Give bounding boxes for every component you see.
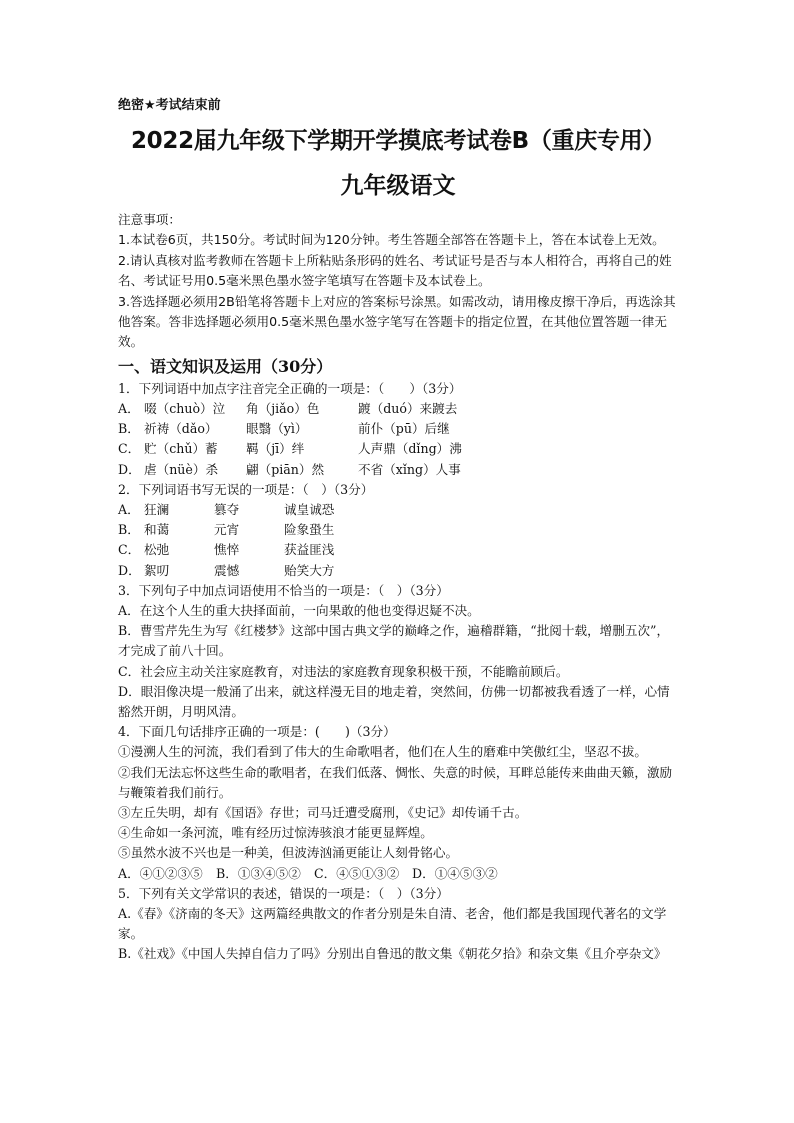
note-item: 3.答选择题必须用2B铅笔将答题卡上对应的答案标号涂黑。如需改动，请用橡皮擦干净后，再选涂其他答案。答非选择题必须用0.5毫米黑色墨水签字笔写在答题卡的指定位置，在其他位置答题一律无效。 — [118, 293, 676, 350]
notes-heading: 注意事项： — [118, 212, 181, 227]
question-4-sentence: ①漫溯人生的河流，我们看到了伟大的生命歌唱者，他们在人生的磨难中笑傲红尘，坚忍不拔。 — [118, 744, 647, 760]
option-letter: B． — [118, 421, 140, 437]
option-letter: A． — [118, 401, 140, 417]
question-3-option-c: C．社会应主动关注家庭教育，对违法的家庭教育现象积极干预，不能瞻前顾后。 — [118, 663, 569, 679]
question-4-stem: 4．下面几句话排序正确的一项是：( )（3分） — [118, 724, 396, 740]
option-word: 前仆（pū）后继 — [358, 421, 450, 437]
option-word: 眼翳（yì） — [246, 421, 308, 437]
question-4-option-d: D．①④⑤③② — [412, 865, 498, 881]
option-word: 贻笑大方 — [284, 562, 335, 578]
question-3-option-b: B．曹雪芹先生为写《红楼梦》这部中国古典文学的巅峰之作，遍稽群籍，“批阅十载，增删五次”，才完成了前八十回。 — [118, 623, 670, 659]
note-item: 2.请认真核对监考教师在答题卡上所粘贴条形码的姓名、考试证号是否与本人相符合，再将自己的姓名、考试证号用0.5毫米黑色墨水签字笔填写在答题卡及本试卷上。 — [118, 252, 672, 289]
option-word: 诚皇诚恐 — [284, 502, 335, 517]
option-word: 角（jiǎo）色 — [246, 401, 320, 417]
option-word: 和蔼 — [144, 522, 170, 538]
option-word: 啜（chuò）泣 — [144, 401, 226, 417]
question-1-option-c — [118, 439, 678, 459]
option-word: 翩（piān）然 — [246, 461, 325, 477]
question-3-option-d: D．眼泪像决堤一般涌了出来，就这样漫无目的地走着，突然间，仿佛一切都被我看透了一样，心情豁然开朗，月明风清。 — [118, 683, 670, 719]
note-item: 1.本试卷6页，共150分。考试时间为120分钟。考生答题全部答在答题卡上，答在本试卷上无效。 — [118, 232, 665, 248]
option-letter: C． — [118, 542, 141, 558]
exam-title: 2022届九年级下学期开学摸底考试卷B（重庆专用） — [130, 128, 666, 154]
option-word: 憔悴 — [214, 542, 240, 558]
option-letter: D． — [118, 461, 141, 477]
question-1-option-a — [118, 399, 678, 419]
option-word: 人声鼎（dǐng）沸 — [358, 441, 462, 457]
option-word: 篡夺 — [214, 502, 240, 517]
option-word: 获益匪浅 — [284, 542, 335, 558]
option-word: 虐（nüè）杀 — [144, 461, 219, 477]
exam-page — [118, 92, 678, 965]
question-4-sentence: ②我们无法忘怀这些生命的歌唱者，在我们低落、惆怅、失意的时候，耳畔总能传来曲曲天籁，激励与鞭策着我们前行。 — [118, 764, 673, 800]
notes-block — [118, 210, 678, 353]
question-3-stem: 3．下列句子中加点词语使用不恰当的一项是：（ ）（3分） — [118, 582, 449, 598]
option-word: 震憾 — [214, 562, 240, 578]
option-letter: C． — [118, 441, 141, 457]
option-word: 狂澜 — [144, 502, 170, 517]
question-5-option-b: B.《社戏》《中国人失掉自信力了吗》分别出自鲁迅的散文集《朝花夕拾》和杂文集《且介亭杂文》 — [118, 946, 667, 962]
option-word: 贮（chǔ）蓄 — [144, 441, 218, 457]
question-4-sentence: ③左丘失明，却有《国语》存世；司马迁遭受腐刑，《史记》却传诵千古。 — [118, 804, 528, 820]
question-4-option-a: A．④①②③⑤ — [118, 865, 203, 881]
question-4-option-c: C．④⑤①③② — [314, 865, 400, 881]
section-heading: 一、语文知识及运用（30分） — [118, 356, 333, 376]
option-word: 元宵 — [214, 522, 240, 538]
question-4-sentence: ⑤虽然水波不兴也是一种美，但波涛汹涌更能让人刻骨铭心。 — [118, 845, 459, 861]
option-letter: B． — [118, 522, 140, 538]
question-2-stem: 2．下列词语书写无误的一项是：（ ）（3分） — [118, 481, 374, 497]
question-2-option-b — [118, 520, 678, 540]
option-word: 羁（jī）绊 — [246, 441, 305, 457]
question-1-stem: 1．下列词语中加点字注音完全正确的一项是：（ ）（3分） — [118, 380, 462, 396]
question-1-option-b — [118, 419, 678, 439]
option-word: 不省（xǐng）人事 — [358, 461, 461, 477]
question-2-option-d — [118, 561, 678, 581]
option-word: 踱（duó）来踱去 — [358, 401, 458, 417]
question-1-option-d — [118, 460, 678, 480]
question-3-option-a: A．在这个人生的重大抉择面前，一向果敢的他也变得迟疑不决。 — [118, 602, 480, 618]
option-word: 松弛 — [144, 542, 170, 558]
option-letter: D． — [118, 562, 141, 578]
question-2-option-a — [118, 500, 678, 520]
question-4-option-b: B．①③④⑤② — [216, 865, 301, 881]
subject-title: 九年级语文 — [340, 173, 456, 199]
question-4-options — [118, 864, 678, 884]
option-letter: A． — [118, 502, 140, 517]
confidential-label: 绝密★考试结束前 — [118, 98, 221, 113]
option-word: 絮叨 — [144, 562, 170, 578]
option-word: 险象蛩生 — [284, 522, 335, 538]
questions — [118, 379, 678, 965]
question-4-sentence: ④生命如一条河流，唯有经历过惊涛骇浪才能更显辉煌。 — [118, 825, 433, 841]
question-2-option-c — [118, 540, 678, 560]
option-word: 祈祷（dǎo） — [144, 421, 218, 437]
question-5-option-a: A.《春》《济南的冬天》这两篇经典散文的作者分别是朱自清、老舍，他们都是我国现代著名的文学家。 — [118, 906, 667, 942]
question-5-stem: 5．下列有关文学常识的表述，错误的一项是：（ ）（3分） — [118, 885, 449, 901]
